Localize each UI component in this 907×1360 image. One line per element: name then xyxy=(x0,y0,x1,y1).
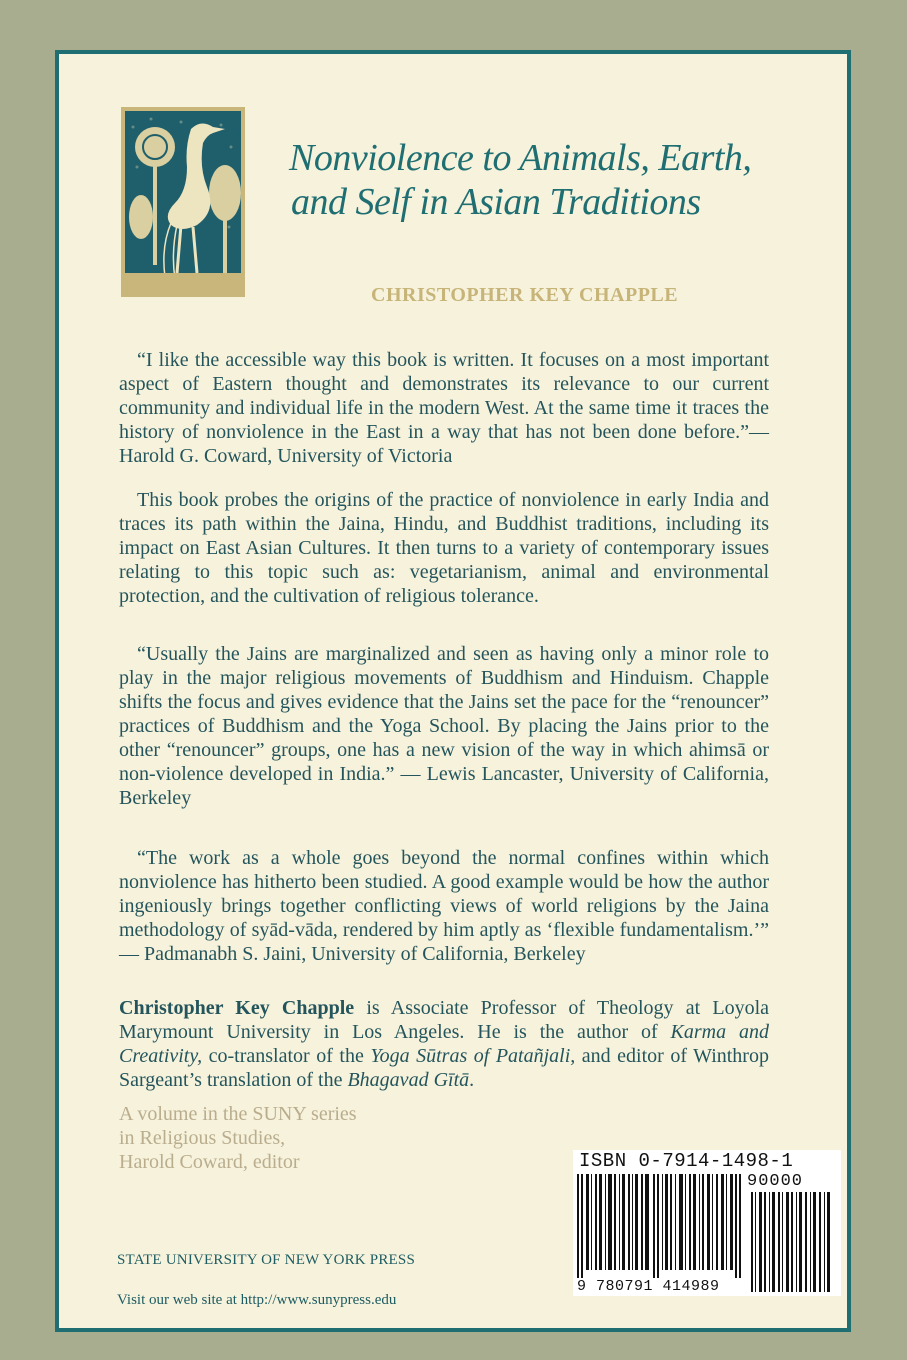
book-description-text: This book probes the origins of the practice of nonviolence in early India and traces its path within the Jaina, Hindu, and Buddhist traditions, including its impact on East Asian Cultures. It then turns to a variety of contemporary issues relating to this topic such as: vegetarianism, animal and environmental protection, and the cultivation of religious tolerance. xyxy=(119,489,769,607)
price-code: 90000 xyxy=(747,1172,804,1191)
author-bio-text xyxy=(119,996,769,1092)
book-title xyxy=(289,136,809,224)
bio-text-1: is Associate Professor of Theology at Loyola Marymount University in Los Angeles. He is the author of xyxy=(119,997,769,1043)
quote-coward xyxy=(119,348,769,468)
quote-coward-text: “I like the accessible way this book is written. It focuses on a most important aspect of Eastern thought and demonstrates its relevance to our current community and individual life in the modern West. At the same time it traces the history of nonviolence in the East in a way that has not been done before.”—Harold G. Coward, University of Victoria xyxy=(119,349,769,467)
quote-lancaster xyxy=(119,642,769,810)
series-note xyxy=(119,1102,357,1174)
author-name: CHRISTOPHER KEY CHAPPLE xyxy=(371,284,679,306)
bio-author-name: Christopher Key Chapple xyxy=(119,997,355,1019)
bio-text-2: co-translator of the xyxy=(202,1045,371,1067)
title-line-2: and Self in Asian Traditions xyxy=(291,181,701,223)
author-bio xyxy=(119,996,769,1092)
ean-bars xyxy=(575,1174,743,1278)
isbn-number: ISBN 0-7914-1498-1 xyxy=(579,1150,794,1172)
bio-book-3: Bhagavad Gītā xyxy=(347,1069,470,1091)
series-line-2: in Religious Studies, xyxy=(119,1127,286,1149)
bio-book-1: Karma and Creativity, xyxy=(119,1021,769,1067)
quote-lancaster-text: “Usually the Jains are marginalized and seen as having only a minor role to play in the major religious movements of Buddhism and Hinduism. Chapple shifts the focus and gives evidence that the Jains set the pace for the “renouncer” practices of Buddhism and the Yoga School. By placing the Jains prior to the other “renouncer” groups, one has a new vision of the way in which ahimsā or non-violence developed in India.” — Lewis Lancaster, University of California, Berkeley xyxy=(119,643,769,809)
quote-jaini-text: “The work as a whole goes beyond the normal confines within which nonviolence has hitherto been studied. A good example would be how the author ingeniously brings together conflicting views of world religions by the Jaina methodology of syād-vāda, rendered by him aptly as ‘flexible fundamentalism.’” — Padmanabh S. Jaini, University of California, Berkeley xyxy=(119,847,769,965)
book-description xyxy=(119,488,769,608)
bio-book-2: Yoga Sūtras of Patañjali, xyxy=(370,1045,576,1067)
series-line-1: A volume in the SUNY series xyxy=(119,1103,357,1125)
bio-text-4: . xyxy=(469,1069,475,1091)
bio-text-3: and editor of Winthrop Sargeant’s translation of the xyxy=(119,1045,769,1091)
heron-illustration xyxy=(121,107,245,297)
website-line: Visit our web site at http://www.sunypress.edu xyxy=(117,1292,397,1308)
ean-number: 9 780791 414989 xyxy=(577,1278,720,1295)
title-line-1: Nonviolence to Animals, Earth, xyxy=(289,137,752,179)
quote-jaini xyxy=(119,846,769,966)
back-cover xyxy=(55,50,851,1332)
price-bars xyxy=(749,1192,835,1292)
publisher-name: STATE UNIVERSITY OF NEW YORK PRESS xyxy=(117,1252,415,1268)
barcode xyxy=(573,1150,841,1296)
series-line-3: Harold Coward, editor xyxy=(119,1151,300,1173)
